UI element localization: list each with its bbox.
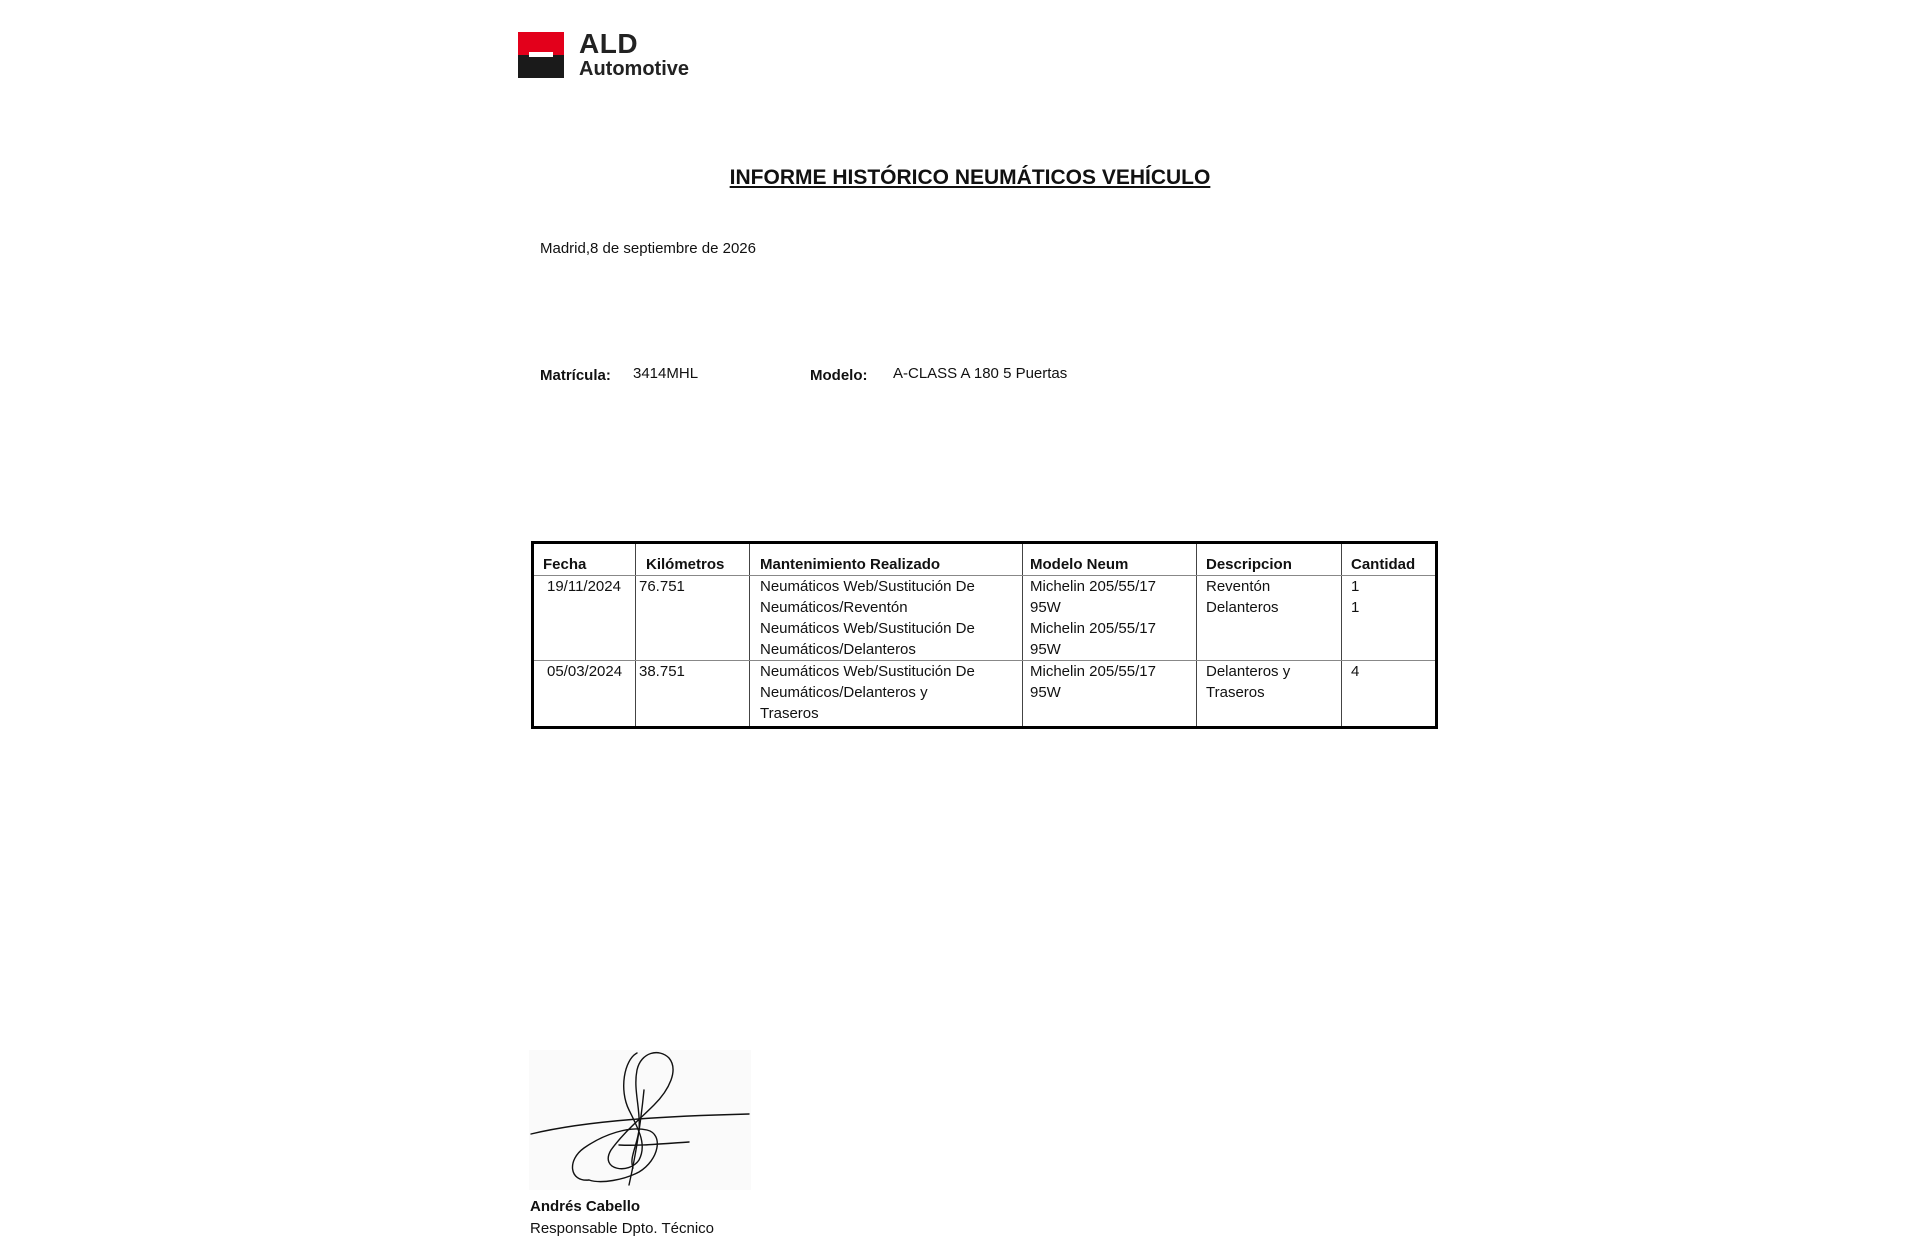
cell-line: 1 [1351,599,1360,616]
cell-line: 1 [1351,578,1360,595]
cell-line: Traseros [760,705,819,722]
cell-line: Delanteros [1206,599,1279,616]
cell-cantidad [1342,576,1437,661]
signer-name: Andrés Cabello [530,1198,641,1215]
cell-fecha: 05/03/2024 [533,661,636,728]
cell-fecha: 19/11/2024 [533,576,636,661]
column-header-modelo-neum: Modelo Neum [1023,543,1197,576]
cell-line: Delanteros y [1206,663,1291,680]
cell-line: Traseros [1206,684,1265,701]
cell-line: Michelin 205/55/17 [1030,578,1156,595]
ald-automotive-logo [518,30,693,82]
handwritten-signature [529,1050,751,1190]
column-header-mantenimiento: Mantenimiento Realizado [750,543,1023,576]
cell-line: 95W [1030,684,1061,701]
cell-line: Neumáticos Web/Sustitución De [760,578,975,595]
logo-mark-icon [518,32,564,78]
cell-line: 95W [1030,599,1061,616]
column-header-fecha: Fecha [533,543,636,576]
cell-line: Neumáticos Web/Sustitución De [760,663,975,680]
cell-cantidad [1342,661,1437,728]
report-title: INFORME HISTÓRICO NEUMÁTICOS VEHÍCULO [729,166,1211,189]
plate-label: Matrícula: [540,367,611,384]
column-header-descripcion: Descripcion [1197,543,1342,576]
cell-km: 76.751 [636,576,750,661]
cell-descripcion [1197,661,1342,728]
column-header-cantidad: Cantidad [1342,543,1437,576]
cell-line: Reventón [1206,578,1271,595]
cell-descripcion [1197,576,1342,661]
cell-mantenimiento [750,576,1023,661]
cell-line: 4 [1351,663,1360,680]
tyre-history-table [531,541,1438,729]
plate-value: 3414MHL [633,365,699,382]
table-row [533,661,1437,728]
logo-brand-name: ALD [579,28,639,59]
cell-km: 38.751 [636,661,750,728]
cell-line: Neumáticos/Delanteros y [760,684,928,701]
model-value: A-CLASS A 180 5 Puertas [893,365,1068,382]
cell-line: Michelin 205/55/17 [1030,663,1156,680]
column-header-kilometros: Kilómetros [636,543,750,576]
cell-line: Neumáticos Web/Sustitución De [760,620,975,637]
cell-line: Neumáticos/Delanteros [760,641,916,658]
signer-role: Responsable Dpto. Técnico [530,1220,714,1237]
cell-modelo-neum [1023,661,1197,728]
cell-mantenimiento [750,661,1023,728]
logo-brand-subtitle: Automotive [579,58,689,80]
report-city-date: Madrid,8 de septiembre de 2026 [540,240,756,257]
table-header-row [533,543,1437,576]
table-row [533,576,1437,661]
model-label: Modelo: [810,367,868,384]
cell-line: Neumáticos/Reventón [760,599,908,616]
cell-modelo-neum [1023,576,1197,661]
cell-line: 95W [1030,641,1061,658]
cell-line: Michelin 205/55/17 [1030,620,1156,637]
